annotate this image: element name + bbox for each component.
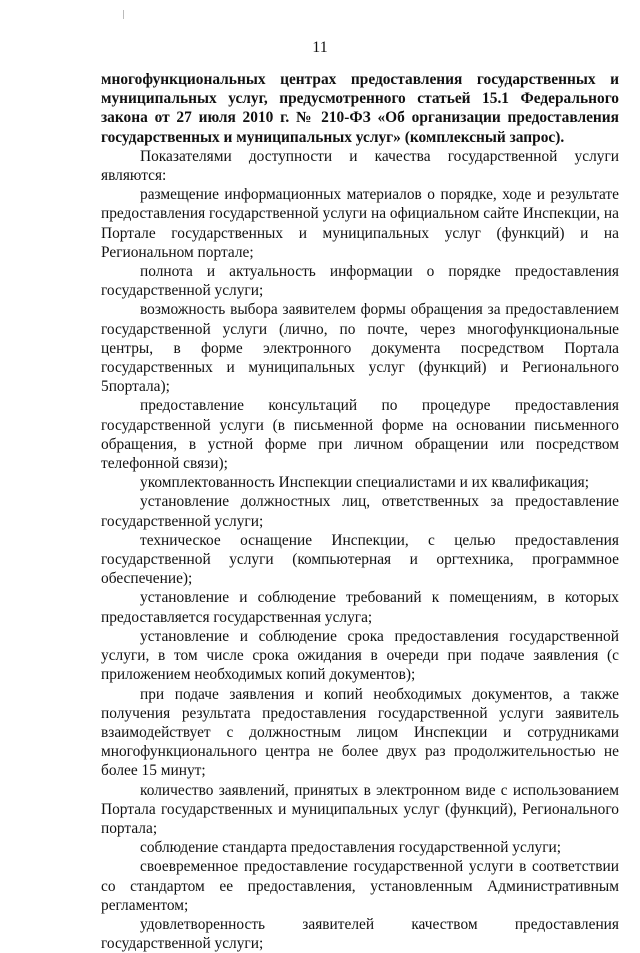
paragraph-item: размещение информационных материалов о порядке, ходе и результате предоставления государственной услуги на официальном сайте Инспекции, на Портале государственных и муниципальных услуг (функций) и на Региональном портале;	[101, 186, 619, 261]
paragraph-item: полнота и актуальность информации о порядке предоставления государственной услуги;	[101, 263, 619, 300]
paragraph-item: установление должностных лиц, ответственных за предоставление государственной услуги;	[101, 493, 619, 530]
paragraph-item: техническое оснащение Инспекции, с целью предоставления государственной услуги (компьютерная и оргтехника, программное обеспечение);	[101, 531, 619, 588]
page-number: 11	[312, 39, 328, 56]
heading-continuation: многофункциональных центрах предоставления государственных и муниципальных услуг, предусмотренного статьей 15.1 Федерального закона от 27 июля 2010 г. № 210-ФЗ «Об организации предоставления государственных и муниципальных услуг» (комплексный запрос).	[101, 71, 619, 146]
paragraph-item: предоставление консультаций по процедуре предоставления государственной услуги (в письменной форме на основании письменного обращения, в устной форме при личном обращении или посредством телефонной связи);	[101, 397, 619, 473]
paragraph-item: укомплектованность Инспекции специалистами и их квалификация;	[140, 474, 589, 492]
paragraph-item: установление и соблюдение требований к помещениям, в которых предоставляется государственная услуга;	[101, 589, 619, 626]
scan-mark	[123, 10, 124, 19]
paragraph-item: соблюдение стандарта предоставления государственной услуги;	[140, 839, 562, 857]
paragraph-intro: Показателями доступности и качества государственной услуги являются:	[101, 147, 619, 185]
paragraph-item: установление и соблюдение срока предоставления государственной услуги, в том числе срока ожидания в очереди при подаче заявления (с приложением необходимых копий документов);	[101, 627, 619, 684]
paragraph-item: возможность выбора заявителем формы обращения за предоставлением государственной услуги (лично, по почте, через многофункциональные центры, в форме электронного документа посредством Портала государственных и муниципальных услуг (функций) и Регионального 5портала);	[101, 301, 619, 396]
paragraph-item: количество заявлений, принятых в электронном виде с использованием Портала государственных и муниципальных услуг (функций), Регионального портала;	[101, 781, 619, 837]
paragraph-item: при подаче заявления и копий необходимых документов, а также получения результата предоставления государственной услуги заявитель взаимодействует с должностным лицом Инспекции и сотрудниками многофункционального центра не более двух раз продолжительностью не более 15 минут;	[101, 685, 619, 780]
paragraph-item: своевременное предоставление государственной услуги в соответствии со стандартом ее предоставления, установленным Административным регламентом;	[101, 858, 619, 914]
paragraph-item: удовлетворенность заявителей качеством предоставления государственной услуги;	[101, 915, 619, 953]
page-body	[101, 70, 619, 953]
